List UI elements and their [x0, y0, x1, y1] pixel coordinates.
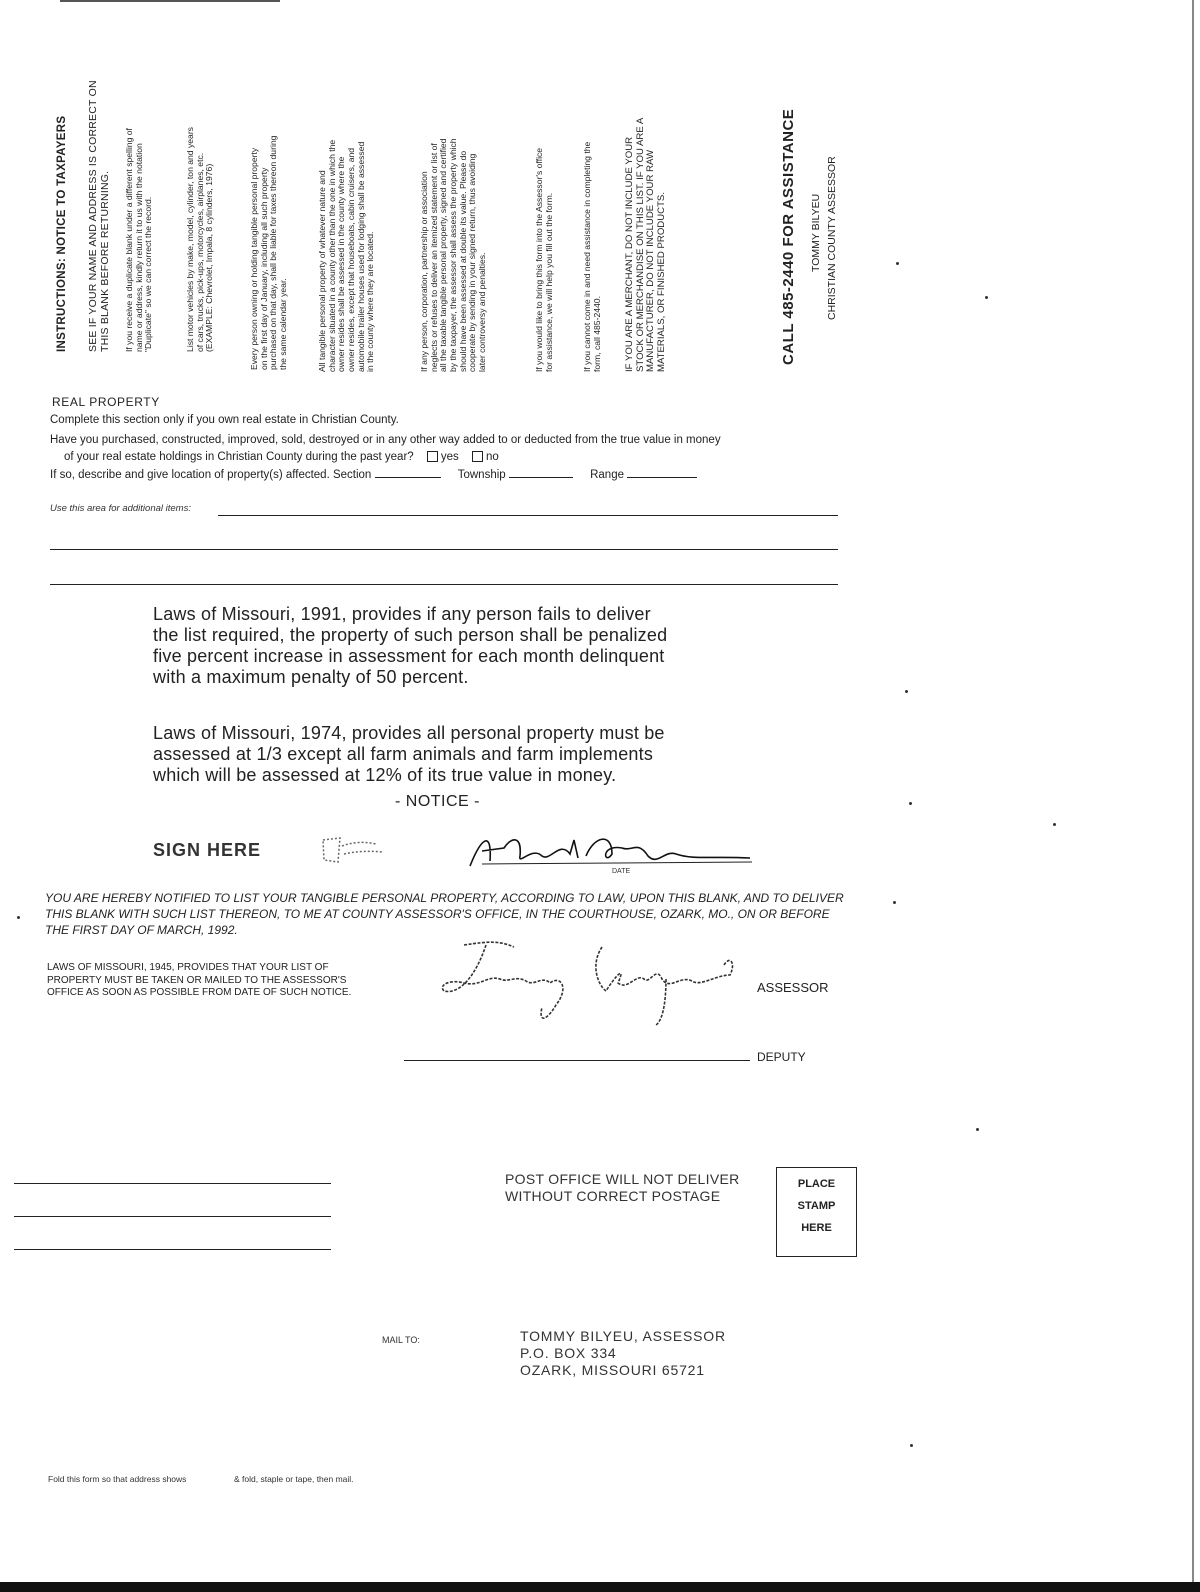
instruction-duplicate: If you receive a duplicate blank under a different spelling of name or address, kindly return it to us with the notation "Duplicate" so we can correct the record.: [124, 128, 154, 352]
return-address-line-2[interactable]: [14, 1216, 331, 1217]
notification-text: YOU ARE HEREBY NOTIFIED TO LIST YOUR TANGIBLE PERSONAL PROPERTY, ACCORDING TO LAW, UPON THIS BLANK, AND TO DELIVER THIS BLANK WITH SUCH LIST THEREON, TO ME AT COUNTY ASSESSOR'S OFFICE, IN THE COURTHOUSE, OZARK, MO., ON OR BEFORE THE FIRST DAY OF MARCH, 1992.: [45, 891, 844, 937]
assessor-label: ASSESSOR: [757, 980, 829, 995]
sign-here-stamp-mark: [318, 832, 388, 868]
assessor-signature: [430, 935, 750, 1035]
additional-items-line-3[interactable]: [50, 584, 838, 585]
law-1974-paragraph: Laws of Missouri, 1974, provides all personal property must be assessed at 1/3 except all farm animals and farm implements which will be assessed at 12% of its true value in money.: [153, 723, 665, 785]
call-for-assistance: CALL 485-2440 FOR ASSISTANCE: [780, 108, 797, 365]
postage-notice: POST OFFICE WILL NOT DELIVER WITHOUT CORRECT POSTAGE: [505, 1171, 740, 1204]
real-property-question-line2: of your real estate holdings in Christian County during the past year? yes no: [64, 451, 499, 463]
yes-checkbox[interactable]: [427, 451, 438, 462]
return-address-line-1[interactable]: [14, 1183, 331, 1184]
instruction-all-tangible: All tangible personal property of whatever nature and character situated in a county other than the one in which the owner resides shall be assessed in the county where the owner resides, except that houseboats, cabin cruisers, and automobile trailer houses used for lodging shall be assessed in the county where they are located.: [317, 139, 376, 372]
assessor-title-rotated: CHRISTIAN COUNTY ASSESSOR: [826, 156, 838, 320]
additional-items-line-1[interactable]: [218, 515, 838, 516]
deputy-signature-line[interactable]: [404, 1060, 750, 1061]
instruction-cannot-come: If you cannot come in and need assistance in completing the form, call 485-2440.: [582, 141, 602, 372]
top-edge-mark: [60, 0, 280, 2]
right-page-edge: [1192, 0, 1194, 1592]
instructions-heading: INSTRUCTIONS: NOTICE TO TAXPAYERS: [56, 115, 68, 352]
real-property-complete-line: Complete this section only if you own real estate in Christian County.: [50, 414, 399, 426]
additional-items-line-2[interactable]: [50, 549, 838, 550]
notice-label: - NOTICE -: [395, 793, 480, 810]
yes-label: yes: [440, 451, 459, 463]
real-property-title: REAL PROPERTY: [52, 395, 160, 409]
scan-speck: [1053, 823, 1056, 826]
scan-speck: [896, 262, 899, 265]
fold-instruction-left: Fold this form so that address shows: [48, 1474, 187, 1484]
assessor-name-rotated: TOMMY BILYEU: [810, 193, 822, 272]
no-checkbox[interactable]: [472, 451, 483, 462]
instruction-every-person: Every person owning or holding tangible personal property on the first day of January, including all such property purchased on that day, shall be liable for taxes thereon during the same calendar year.: [249, 135, 288, 370]
return-address-line-3[interactable]: [14, 1249, 331, 1250]
instruction-if-any-person: If any person, corporation, partnership or association neglects or refuses to deliver an itemized statement or list of all the taxable tangible personal property, signed and certified by the taxpayer, the assessor shall assess the property which should have been assessed at double its value. Please do cooperate by sending in your signed return, thus avoiding later controversy and penalties.: [419, 138, 487, 372]
instruction-merchant: IF YOU ARE A MERCHANT, DO NOT INCLUDE YOUR STOCK OR MERCHANDISE ON THIS LIST. IF YOU ARE A MANUFACTURER, DO NOT INCLUDE YOUR RAW MATERIALS, OR FINISHED PRODUCTS.: [624, 117, 668, 372]
no-label: no: [485, 451, 499, 463]
fold-instruction-right: & fold, staple or tape, then mail.: [234, 1474, 354, 1484]
real-property-location-line: If so, describe and give location of property(s) affected. Section Township Range: [50, 467, 697, 481]
section-field[interactable]: [375, 467, 441, 478]
bottom-page-edge: [0, 1582, 1200, 1592]
scan-speck: [17, 916, 20, 919]
range-field[interactable]: [627, 467, 697, 478]
scan-speck: [985, 296, 988, 299]
instruction-vehicles: List motor vehicles by make, model, cylinder, ton and years of cars, trucks, pick-ups, motorcycles, airplanes, etc. (EXAMPLE: Chevrolet, Impala, 8 cylinders, 1976): [185, 127, 215, 352]
additional-items-label: Use this area for additional items:: [50, 503, 191, 514]
instruction-check-name: SEE IF YOUR NAME AND ADDRESS IS CORRECT ON THIS BLANK BEFORE RETURNING.: [87, 80, 111, 352]
mailing-address: TOMMY BILYEU, ASSESSOR P.O. BOX 334 OZARK, MISSOURI 65721: [520, 1328, 726, 1378]
stamp-box: PLACE STAMP HERE: [776, 1167, 857, 1257]
real-property-question-line1: Have you purchased, constructed, improved, sold, destroyed or in any other way added to or deducted from the true value in money: [50, 434, 721, 446]
scan-speck: [976, 1128, 979, 1131]
sign-here-label: SIGN HERE: [153, 840, 262, 860]
mail-to-label: MAIL TO:: [382, 1335, 420, 1345]
law-1991-paragraph: Laws of Missouri, 1991, provides if any person fails to deliver the list required, the property of such person shall be penalized five percent increase in assessment for each month delinquent with a maximum penalty of 50 percent.: [153, 604, 668, 687]
scan-speck: [905, 690, 908, 693]
instruction-bring-form: If you would like to bring this form into the Assessor's office for assistance, we will help you fill out the form.: [534, 147, 554, 372]
scan-speck: [893, 901, 896, 904]
scan-speck: [909, 802, 912, 805]
township-field[interactable]: [509, 467, 573, 478]
laws-1945-text: LAWS OF MISSOURI, 1945, PROVIDES THAT YOUR LIST OF PROPERTY MUST BE TAKEN OR MAILED TO THE ASSESSOR'S OFFICE AS SOON AS POSSIBLE FROM DATE OF SUCH NOTICE.: [47, 962, 352, 998]
scan-speck: [910, 1444, 913, 1447]
date-label: DATE: [612, 868, 631, 875]
deputy-label: DEPUTY: [757, 1050, 806, 1064]
